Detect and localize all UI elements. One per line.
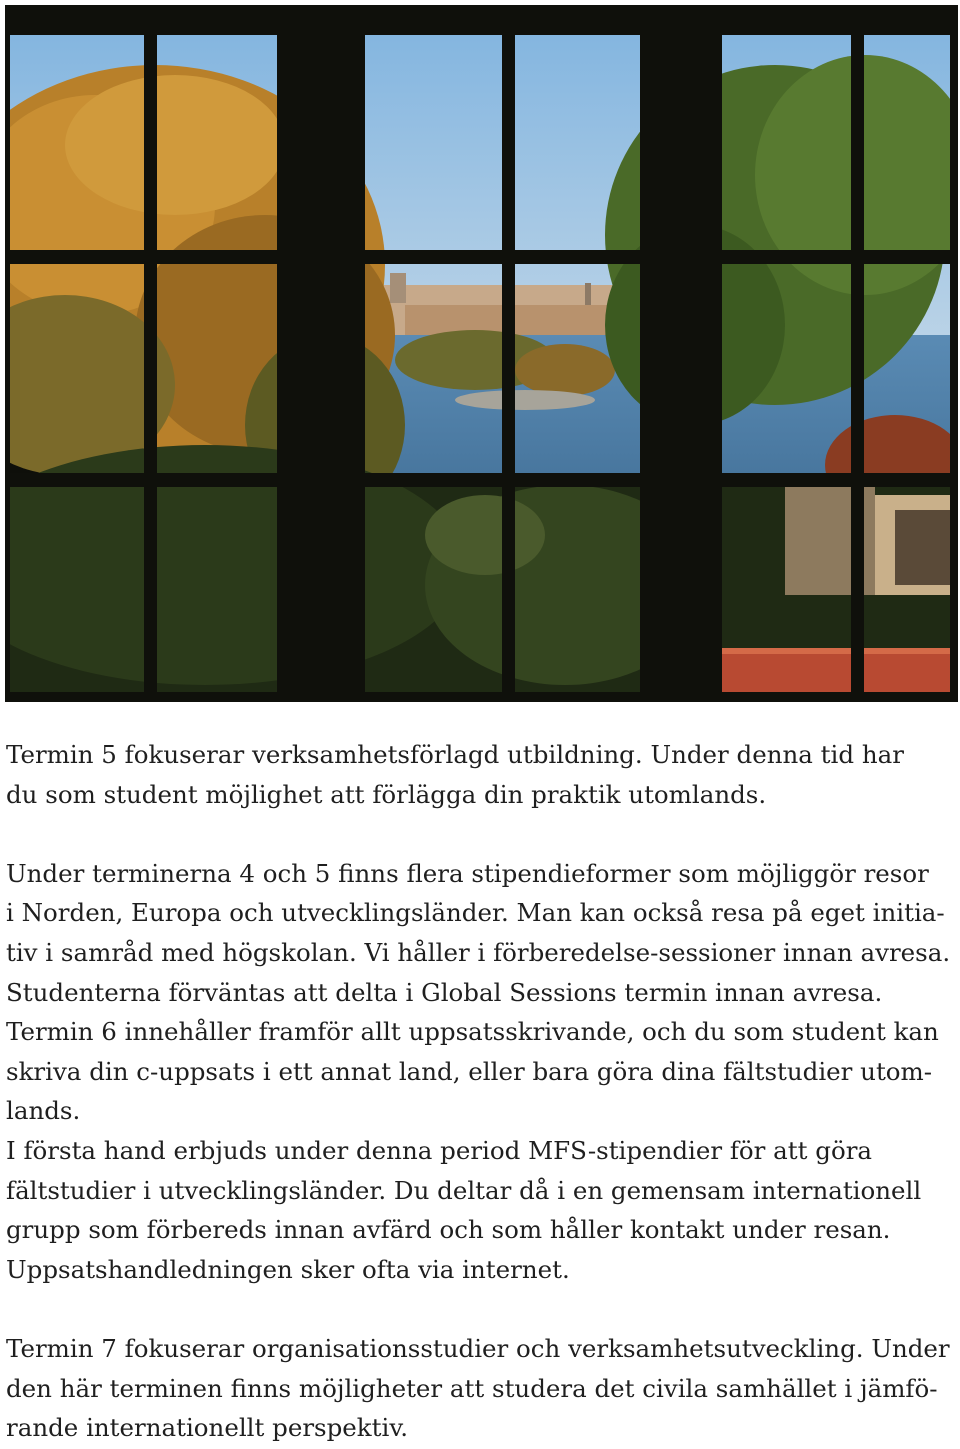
paragraph-termin-7 (6, 1329, 956, 1448)
text-line: tiv i samråd med högskolan. Vi håller i förberedelse-sessioner innan avresa. (6, 937, 951, 967)
paragraph-termin-4-6 (6, 854, 956, 1290)
text-line: Termin 5 fokuserar verksamhetsförlagd utbildning. Under denna tid har (6, 740, 904, 769)
text-line: Termin 7 fokuserar organisationsstudier och verksamhetsutveckling. Under (6, 1333, 950, 1363)
text-line: i Norden, Europa och utvecklingsländer. Man kan också resa på eget initia- (6, 898, 945, 928)
window-view-photo (5, 5, 958, 702)
paragraph-gap (6, 814, 956, 854)
paragraph-gap (6, 1289, 956, 1329)
text-line: lands. (6, 1096, 81, 1126)
text-line: den här terminen finns möjligheter att studera det civila samhället i jämfö- (6, 1373, 938, 1403)
text-line: Uppsatshandledningen sker ofta via internet. (6, 1254, 570, 1284)
text-line: grupp som förbereds innan avfärd och som håller kontakt under resan. (6, 1215, 891, 1245)
text-line: Termin 6 innehåller framför allt uppsatsskrivande, och du som student kan (6, 1017, 939, 1047)
text-line: I första hand erbjuds under denna period MFS-stipendier för att göra (6, 1135, 873, 1165)
text-line: fältstudier i utvecklingsländer. Du deltar då i en gemensam internationell (6, 1175, 922, 1205)
paragraph-termin-5 (6, 735, 956, 814)
text-line: Under terminerna 4 och 5 finns flera stipendieformer som möjliggör resor (6, 858, 929, 888)
window-view-icon (5, 5, 958, 702)
text-line: skriva din c-uppsats i ett annat land, eller bara göra dina fältstudier utom- (6, 1056, 933, 1086)
body-text (6, 735, 956, 1448)
text-line: du som student möjlighet att förlägga din praktik utomlands. (6, 779, 767, 809)
text-line: rande internationellt perspektiv. (6, 1413, 409, 1443)
text-line: Studenterna förväntas att delta i Global Sessions termin innan avresa. (6, 977, 883, 1007)
